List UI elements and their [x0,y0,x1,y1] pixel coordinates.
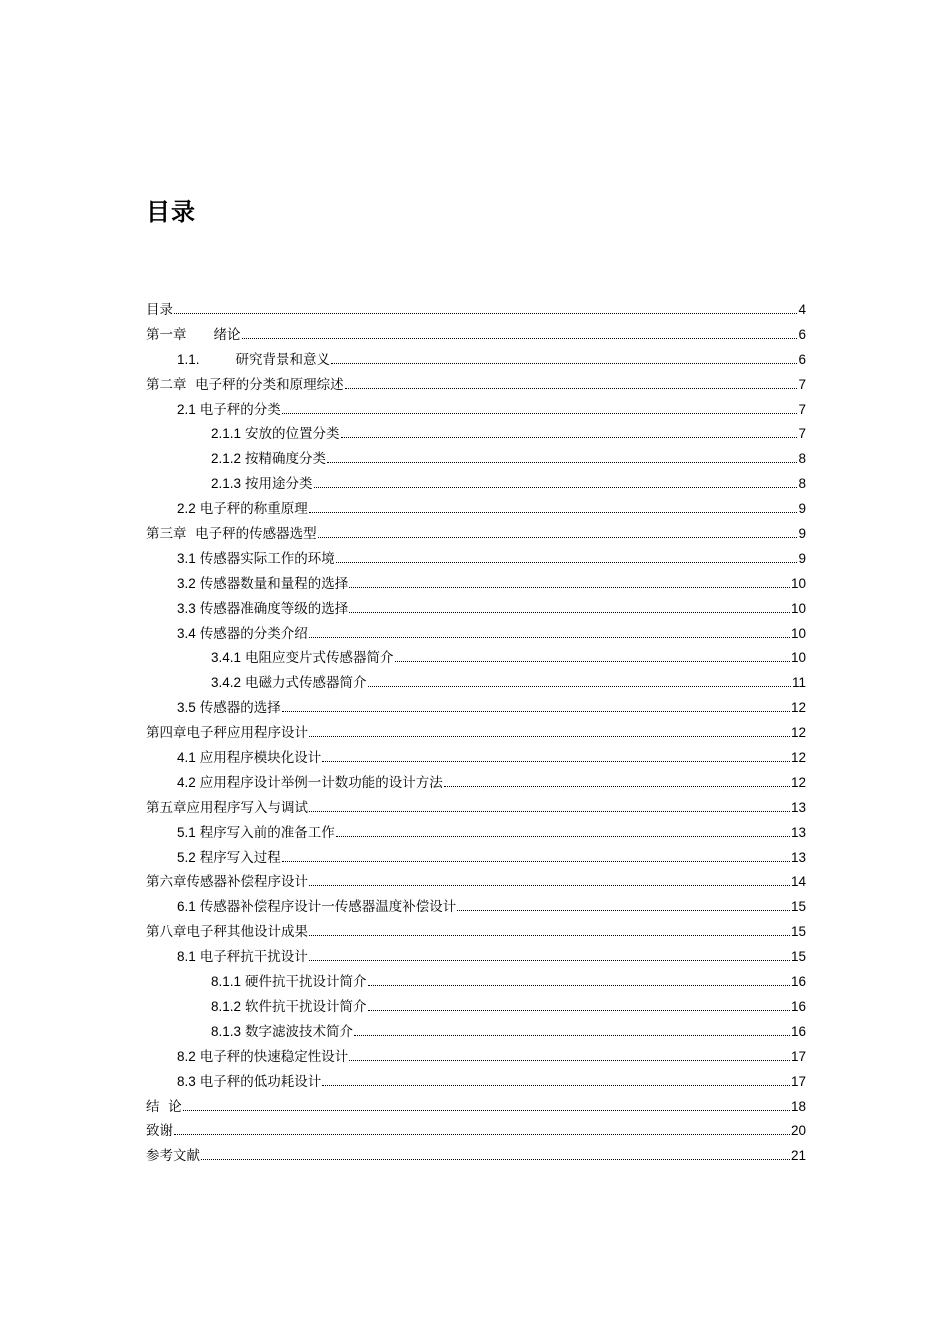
toc-entry-page: 16 [790,1023,806,1039]
toc-entry-text: 第三章 电子秤的传感器选型 [146,526,317,543]
toc-leader-dots [309,626,790,637]
toc-entry-number: 3.4.2 [211,675,242,691]
toc-entry[interactable] [146,323,806,348]
toc-entry[interactable] [146,771,806,796]
toc-entry-number: 5.1 [177,824,196,840]
toc-entry[interactable] [146,870,806,895]
toc-entry-page: 13 [790,824,806,840]
toc-entry-text: 第一章 绪论 [146,326,241,343]
toc-entry-text: 程序写入前的准备工作 [199,824,335,841]
toc-entry-number: 4.1 [177,750,196,766]
toc-entry[interactable] [146,696,806,721]
toc-entry[interactable] [146,472,806,497]
toc-entry-text: 传感器数量和量程的选择 [199,575,349,592]
toc-entry-text: 第六章传感器补偿程序设计 [146,874,308,891]
toc-leader-dots [201,1149,790,1160]
toc-entry-number: 3.2 [177,575,196,591]
toc-entry-page: 12 [790,774,806,790]
toc-entry-text: 应用程序模块化设计 [199,750,322,767]
toc-entry[interactable] [146,497,806,522]
toc-entry-page: 16 [790,974,806,990]
toc-entry-number: 1.1. [177,351,200,367]
toc-leader-dots [309,801,790,812]
toc-entry-text: 传感器补偿程序设计一传感器温度补偿设计 [199,899,457,916]
toc-entry-number: 5.2 [177,849,196,865]
toc-entry-text: 按用途分类 [245,476,313,493]
toc-entry-page: 9 [798,550,806,566]
toc-entry[interactable] [146,522,806,547]
toc-entry-page: 8 [798,451,806,467]
toc-leader-dots [336,552,797,563]
toc-entry-text: 第四章电子秤应用程序设计 [146,725,308,742]
toc-leader-dots [322,1074,790,1085]
toc-entry-page: 15 [790,899,806,915]
toc-entry-page: 13 [790,849,806,865]
toc-entry-page: 10 [790,625,806,641]
toc-entry-page: 13 [790,799,806,815]
toc-entry-text: 传感器的选择 [199,700,281,717]
toc-entry-text: 程序写入过程 [199,849,281,866]
toc-leader-dots [309,925,790,936]
toc-entry-page: 17 [790,1073,806,1089]
toc-entry-number: 8.1.1 [211,974,242,990]
toc-leader-dots [282,701,790,712]
toc-entry-text: 传感器实际工作的环境 [199,550,335,567]
toc-entry-page: 8 [798,476,806,492]
toc-entry-text: 电子秤的低功耗设计 [199,1073,322,1090]
toc-leader-dots [282,402,797,413]
toc-entry[interactable] [146,1119,806,1144]
toc-entry[interactable] [146,1045,806,1070]
toc-entry-text: 数字滤波技术简介 [245,1023,354,1040]
toc-leader-dots [457,900,790,911]
toc-entry-page: 9 [798,501,806,517]
toc-entry-number: 4.2 [177,774,196,790]
toc-entry-text: 电子秤抗干扰设计 [199,949,308,966]
toc-leader-dots [282,850,790,861]
toc-entry-page: 6 [798,326,806,342]
toc-entry[interactable] [146,398,806,423]
toc-entry-number: 2.1 [177,401,196,417]
toc-entry[interactable] [146,597,806,622]
toc-entry-page: 10 [790,650,806,666]
toc-entry[interactable] [146,970,806,995]
toc-entry-page: 12 [790,750,806,766]
toc-entry-page: 20 [790,1123,806,1139]
toc-leader-dots [349,602,790,613]
toc-entry[interactable] [146,671,806,696]
toc-entry-text: 电子秤的分类 [199,401,281,418]
toc-entry[interactable] [146,945,806,970]
toc-entry-page: 4 [798,302,806,317]
toc-leader-dots [444,776,790,787]
toc-entry-page: 10 [790,600,806,616]
toc-leader-dots [345,378,797,389]
toc-leader-dots [318,527,797,538]
toc-entry-page: 9 [798,526,806,542]
toc-entry-page: 15 [790,924,806,940]
toc-entry[interactable] [146,373,806,398]
toc-leader-dots [309,950,790,961]
toc-entry[interactable] [146,547,806,572]
toc-entry-page: 11 [791,675,806,691]
toc-entry-text: 硬件抗干扰设计简介 [245,974,367,991]
toc-entry-text: 电子秤的快速稳定性设计 [199,1048,349,1065]
toc-entry-number: 2.1.3 [211,476,242,492]
toc-entry-page: 12 [790,725,806,741]
toc-leader-dots [349,577,790,588]
toc-leader-dots [341,427,797,438]
toc-leader-dots [309,726,790,737]
toc-entry[interactable] [146,447,806,472]
toc-entry-text: 传感器的分类介绍 [199,625,308,642]
toc-entry[interactable] [146,572,806,597]
toc-leader-dots [183,1099,790,1110]
toc-leader-dots [314,477,797,488]
toc-entry[interactable] [146,646,806,671]
toc-leader-dots [322,751,790,762]
toc-entry-page: 7 [798,376,806,392]
page-title: 目录 [146,198,196,226]
toc-entry[interactable] [146,1144,806,1169]
toc-entry-page: 16 [790,998,806,1014]
table-of-contents [146,298,806,1169]
toc-entry[interactable] [146,348,806,373]
toc-leader-dots [327,452,797,463]
toc-entry-text: 安放的位置分类 [245,426,340,443]
toc-entry[interactable] [146,821,806,846]
toc-entry-number: 3.4.1 [211,650,242,666]
toc-entry-text: 电子秤的称重原理 [199,501,308,518]
toc-entry-page: 6 [798,351,806,367]
toc-entry-text: 电阻应变片式传感器简介 [245,650,394,667]
toc-entry-text: 第五章应用程序写入与调试 [146,799,308,816]
toc-leader-dots [331,353,797,364]
toc-entry-text: 结 论 [146,1098,182,1115]
toc-entry-number: 8.1.3 [211,1023,242,1039]
toc-entry-text: 参考文献 [146,1148,200,1165]
toc-leader-dots [336,826,790,837]
toc-entry-text: 第二章 电子秤的分类和原理综述 [146,376,344,393]
toc-entry-page: 10 [790,575,806,591]
toc-entry-number: 3.1 [177,550,196,566]
toc-entry-number: 2.2 [177,501,196,517]
toc-leader-dots [309,502,797,513]
toc-entry-page: 17 [790,1048,806,1064]
toc-entry[interactable] [146,1020,806,1045]
toc-entry-number: 3.3 [177,600,196,616]
toc-entry-page: 14 [790,874,806,890]
toc-entry[interactable] [146,622,806,647]
toc-entry-number: 3.5 [177,700,196,716]
toc-leader-dots [368,676,791,687]
toc-entry-text: 软件抗干扰设计简介 [245,998,367,1015]
toc-entry[interactable] [146,298,806,323]
toc-entry[interactable] [146,895,806,920]
toc-entry-text: 传感器准确度等级的选择 [199,600,349,617]
toc-entry-number: 3.4 [177,625,196,641]
toc-entry-number: 2.1.2 [211,451,242,467]
toc-entry-page: 18 [790,1098,806,1114]
toc-entry-number: 8.2 [177,1048,196,1064]
toc-entry-text: 第八章电子秤其他设计成果 [146,924,308,941]
toc-entry-text: 电磁力式传感器简介 [245,675,367,692]
toc-entry-text: 致谢 [146,1123,173,1140]
toc-entry[interactable] [146,796,806,821]
toc-entry-page: 15 [790,949,806,965]
toc-entry-text: 按精确度分类 [245,451,327,468]
toc-entry[interactable] [146,1095,806,1120]
toc-leader-dots [354,1025,790,1036]
toc-entry-text: 研究背景和意义 [235,351,331,368]
toc-leader-dots [368,1000,790,1011]
toc-entry[interactable] [146,920,806,945]
toc-entry-page: 21 [790,1148,806,1164]
toc-entry[interactable] [146,1070,806,1095]
toc-entry-number: 8.3 [177,1073,196,1089]
toc-entry-page: 12 [790,700,806,716]
toc-entry-number: 6.1 [177,899,196,915]
toc-entry-number: 8.1.2 [211,998,242,1014]
toc-entry[interactable] [146,422,806,447]
toc-entry[interactable] [146,721,806,746]
toc-entry-number: 8.1 [177,949,196,965]
toc-leader-dots [174,303,797,314]
toc-leader-dots [242,328,798,339]
toc-entry-text: 应用程序设计举例一计数功能的设计方法 [199,774,443,791]
toc-entry-page: 7 [798,401,806,417]
toc-leader-dots [368,975,790,986]
toc-entry-number: 2.1.1 [211,426,242,442]
toc-leader-dots [349,1050,790,1061]
toc-leader-dots [174,1124,790,1135]
toc-leader-dots [309,875,790,886]
toc-entry-text: 目录 [146,302,173,318]
toc-leader-dots [395,651,790,662]
toc-entry[interactable] [146,746,806,771]
toc-entry[interactable] [146,846,806,871]
toc-entry-page: 7 [798,426,806,442]
toc-entry[interactable] [146,995,806,1020]
